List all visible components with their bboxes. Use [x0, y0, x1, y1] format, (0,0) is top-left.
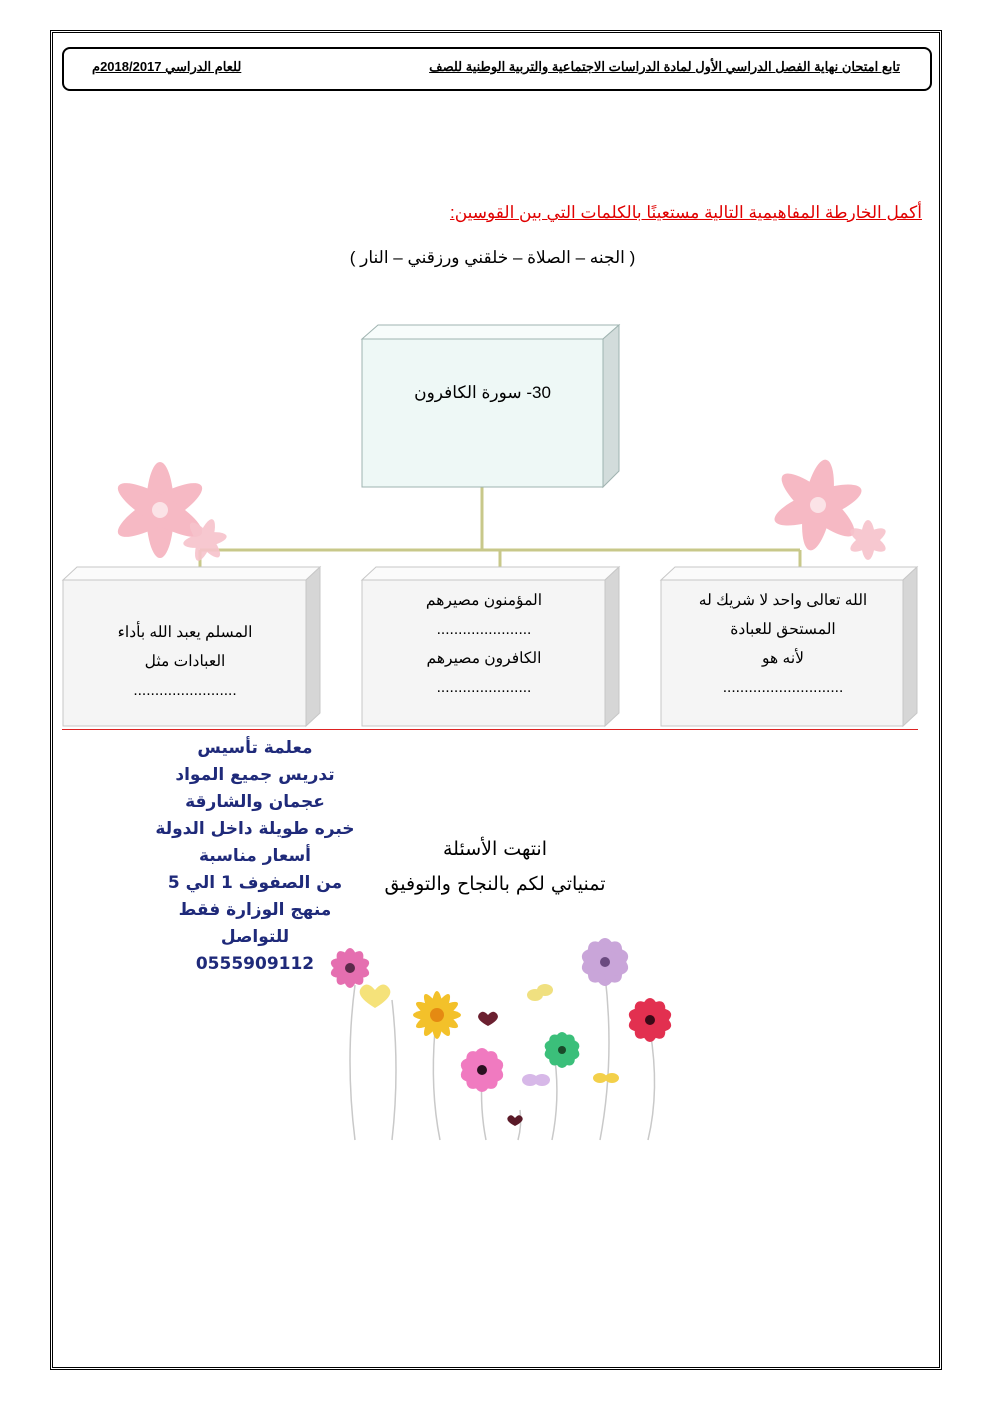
box-line: المستحق للعبادة: [730, 621, 836, 638]
concept-box-worship: [67, 618, 303, 705]
ad-line: من الصفوف 1 الي 5: [167, 873, 343, 893]
pink-flower-right-icon: [770, 457, 866, 552]
ad-line: معلمة تأسيس: [197, 738, 313, 758]
end-of-questions: انتهت الأسئلة: [443, 838, 547, 860]
box-line: المسلم يعبد الله بأداء: [117, 624, 253, 641]
answer-blank[interactable]: ......................: [436, 621, 532, 638]
concept-box-fate: [366, 586, 602, 702]
answer-blank[interactable]: ......................: [436, 679, 532, 696]
ad-phone: 0555909112: [195, 954, 315, 974]
answer-blank[interactable]: ........................: [133, 682, 237, 699]
concept-box-reason: [664, 586, 902, 702]
question-instruction: أكمل الخارطة المفاهيمية التالية مستعينًا بالكلمات التي بين القوسين:: [449, 203, 922, 222]
box-line: الله تعالى واحد لا شريك له: [698, 592, 868, 609]
header-year: للعام الدراسي 2018/2017م: [92, 59, 242, 74]
answer-blank[interactable]: ............................: [722, 679, 844, 696]
pink-flower-right-small-icon: [847, 520, 889, 560]
section-divider: [62, 729, 918, 730]
ad-line: عجمان والشارقة: [185, 792, 325, 812]
ad-line: للتواصل: [220, 927, 290, 947]
word-bank: ( الجنه – الصلاة – خلقني ورزقني – النار ): [349, 248, 636, 267]
box-line: المؤمنون مصيرهم: [425, 592, 543, 609]
good-luck-wish: تمنياتي لكم بالنجاح والتوفيق: [384, 873, 606, 895]
ad-line: أسعار مناسبة: [198, 846, 312, 866]
header-title: تابع امتحان نهاية الفصل الدراسي الأول لمادة الدراسات الاجتماعية والتربية الوطنية للصف: [429, 59, 900, 74]
box-line: العبادات مثل: [144, 653, 226, 670]
box-line: الكافرون مصيرهم: [426, 650, 542, 667]
flower-garden-decoration-icon: [329, 936, 675, 1140]
ad-line: منهج الوزارة فقط: [178, 900, 332, 920]
map-connectors: [200, 487, 800, 568]
tutor-advertisement: [140, 735, 370, 978]
ad-line: خبره طويلة داخل الدولة: [155, 819, 355, 839]
box-line: لأنه هو: [762, 650, 804, 667]
root-concept-label: 30- سورة الكافرون: [414, 383, 551, 402]
ad-line: تدريس جميع المواد: [175, 765, 335, 785]
